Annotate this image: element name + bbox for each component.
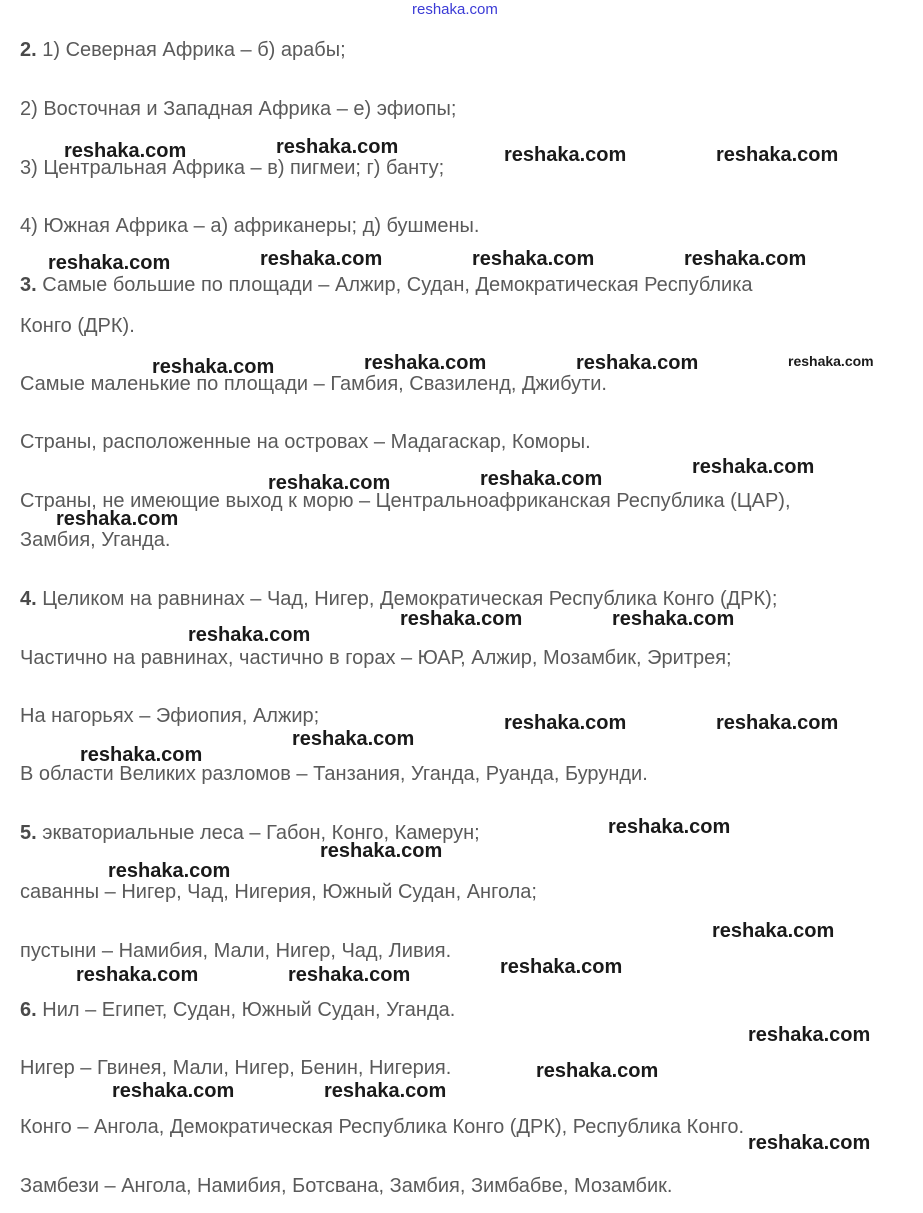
watermark: reshaka.com <box>292 728 415 750</box>
line-text: 3) Центральная Африка – в) пигмеи; г) банту; <box>20 157 445 179</box>
answer-number: 2. <box>20 39 37 61</box>
answer-3-line-2 <box>20 314 135 338</box>
answer-4-line-2 <box>20 646 732 670</box>
line-text: Частично на равнинах, частично в горах – ЮАР, Алжир, Мозамбик, Эритрея; <box>20 647 732 669</box>
watermark: reshaka.com <box>152 356 275 378</box>
watermark: reshaka.com <box>692 456 815 478</box>
line-text: Нигер – Гвинея, Мали, Нигер, Бенин, Нигерия. <box>20 1057 452 1079</box>
answer-4-line-1 <box>20 587 777 611</box>
watermark: reshaka.com <box>108 860 231 882</box>
watermark: reshaka.com <box>76 964 199 986</box>
watermark: reshaka.com <box>320 840 443 862</box>
answer-number: 3. <box>20 274 37 296</box>
watermark: reshaka.com <box>500 956 623 978</box>
watermark: reshaka.com <box>324 1080 447 1102</box>
line-text: 1) Северная Африка – б) арабы; <box>42 39 346 61</box>
site-header-link[interactable]: reshaka.com <box>412 1 498 18</box>
watermark: reshaka.com <box>268 472 391 494</box>
watermark: reshaka.com <box>612 608 735 630</box>
watermark: reshaka.com <box>608 816 731 838</box>
line-text: Замбези – Ангола, Намибия, Ботсвана, Замбия, Зимбабве, Мозамбик. <box>20 1175 673 1197</box>
watermark: reshaka.com <box>472 248 595 270</box>
watermark: reshaka.com <box>480 468 603 490</box>
watermark: reshaka.com <box>364 352 487 374</box>
line-text: 4) Южная Африка – а) африканеры; д) бушмены. <box>20 215 480 237</box>
watermark: reshaka.com <box>400 608 523 630</box>
answer-2-line-4 <box>20 214 479 238</box>
line-text: Конго (ДРК). <box>20 315 135 337</box>
answer-6-line-4 <box>20 1174 672 1198</box>
line-text: Целиком на равнинах – Чад, Нигер, Демократическая Республика Конго (ДРК); <box>42 588 778 610</box>
watermark: reshaka.com <box>788 353 874 369</box>
watermark: reshaka.com <box>716 144 839 166</box>
answer-number: 6. <box>20 999 37 1021</box>
watermark: reshaka.com <box>112 1080 235 1102</box>
answer-4-line-4 <box>20 762 648 786</box>
watermark: reshaka.com <box>712 920 835 942</box>
watermark: reshaka.com <box>576 352 699 374</box>
watermark: reshaka.com <box>536 1060 659 1082</box>
answer-number: 5. <box>20 822 37 844</box>
answer-5-line-2 <box>20 880 537 904</box>
line-text: экваториальные леса – Габон, Конго, Камерун; <box>42 822 480 844</box>
answer-4-line-3 <box>20 704 319 728</box>
watermark: reshaka.com <box>716 712 839 734</box>
watermark: reshaka.com <box>64 140 187 162</box>
answer-6-line-3 <box>20 1115 744 1139</box>
answer-3-line-5 <box>20 489 791 513</box>
answer-3-line-3 <box>20 372 607 396</box>
answer-3-line-4 <box>20 430 591 454</box>
line-text: Самые большие по площади – Алжир, Судан, Демократическая Республика <box>42 274 753 296</box>
line-text: Страны, расположенные на островах – Мадагаскар, Коморы. <box>20 431 591 453</box>
watermark: reshaka.com <box>504 144 627 166</box>
watermark: reshaka.com <box>188 624 311 646</box>
answer-2-line-2 <box>20 97 456 121</box>
line-text: Конго – Ангола, Демократическая Республика Конго (ДРК), Республика Конго. <box>20 1116 745 1138</box>
watermark: reshaka.com <box>48 252 171 274</box>
line-text: саванны – Нигер, Чад, Нигерия, Южный Судан, Ангола; <box>20 881 537 903</box>
answer-number: 4. <box>20 588 37 610</box>
answer-3-line-6 <box>20 528 170 552</box>
line-text: В области Великих разломов – Танзания, Уганда, Руанда, Бурунди. <box>20 763 648 785</box>
watermark: reshaka.com <box>56 508 179 530</box>
line-text: Страны, не имеющие выход к морю – Центральноафриканская Республика (ЦАР), <box>20 490 791 512</box>
line-text: Нил – Египет, Судан, Южный Судан, Уганда. <box>42 999 456 1021</box>
watermark: reshaka.com <box>504 712 627 734</box>
watermark: reshaka.com <box>276 136 399 158</box>
watermark: reshaka.com <box>748 1024 871 1046</box>
answer-2-line-3 <box>20 156 444 180</box>
watermark: reshaka.com <box>80 744 203 766</box>
line-text: 2) Восточная и Западная Африка – е) эфиопы; <box>20 98 457 120</box>
line-text: пустыни – Намибия, Мали, Нигер, Чад, Ливия. <box>20 940 452 962</box>
answer-3-line-1 <box>20 273 753 297</box>
answer-5-line-1 <box>20 821 480 845</box>
watermark: reshaka.com <box>288 964 411 986</box>
line-text: Замбия, Уганда. <box>20 529 171 551</box>
answer-2-line-1 <box>20 38 346 62</box>
answer-5-line-3 <box>20 939 451 963</box>
answer-6-line-2 <box>20 1056 451 1080</box>
watermark: reshaka.com <box>748 1132 871 1154</box>
line-text: На нагорьях – Эфиопия, Алжир; <box>20 705 320 727</box>
watermark: reshaka.com <box>260 248 383 270</box>
watermark: reshaka.com <box>684 248 807 270</box>
line-text: Самые маленькие по площади – Гамбия, Свазиленд, Джибути. <box>20 373 607 395</box>
answer-6-line-1 <box>20 998 455 1022</box>
